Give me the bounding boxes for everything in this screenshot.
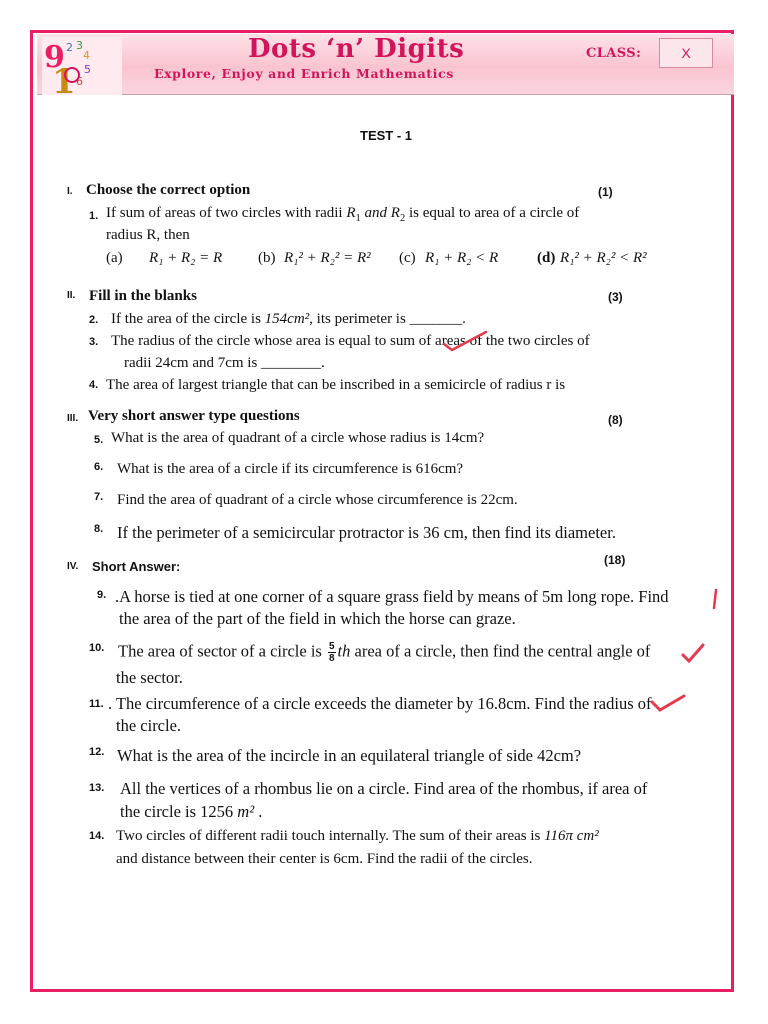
q2-math: 154cm²	[264, 311, 310, 327]
section-4-number: IV.	[67, 561, 79, 572]
logo-digit-nine: 9	[44, 40, 65, 75]
question-14-line-1	[116, 828, 599, 845]
section-4-marks: (18)	[604, 553, 626, 567]
question-3-line-2: radii 24cm and 7cm is ________.	[124, 355, 325, 371]
logo-digit-three: 3	[76, 39, 83, 52]
section-2-number: II.	[67, 290, 76, 301]
option-b-label: (b)	[258, 250, 276, 266]
question-2-text	[111, 311, 466, 328]
question-6-text: What is the area of a circle if its circumference is 616cm?	[117, 461, 464, 477]
question-2-number: 2.	[89, 314, 99, 326]
question-8-number: 8.	[94, 523, 104, 535]
question-7-number: 7.	[94, 491, 104, 503]
q13-math: m²	[237, 802, 255, 821]
page-border	[30, 30, 734, 992]
section-3-marks: (8)	[608, 413, 623, 427]
option-c-label: (c)	[399, 250, 416, 266]
section-2-heading: Fill in the blanks	[89, 288, 197, 304]
logo-digit-two: 2	[66, 41, 73, 54]
question-6-number: 6.	[94, 461, 104, 473]
question-5-number: 5.	[94, 434, 104, 446]
section-2-marks: (3)	[608, 290, 623, 304]
question-12-number: 12.	[89, 746, 105, 758]
question-1-line-2: radius R, then	[106, 227, 190, 243]
question-3-line-1: The radius of the circle whose area is equal to sum of areas of the two circles of	[111, 333, 590, 349]
q1-text-b: is equal to area of a circle of	[405, 205, 580, 221]
question-12-text: What is the area of the incircle in an equilateral triangle of side 42cm?	[117, 746, 582, 765]
option-a-label: (a)	[106, 250, 123, 266]
q10-frac-numerator: 5	[328, 641, 335, 652]
question-14-number: 14.	[89, 830, 105, 842]
question-9-number: 9.	[97, 589, 107, 601]
logo-digit-four: 4	[83, 49, 90, 62]
option-d-label: (d)	[537, 250, 556, 266]
q14-text-a: Two circles of different radii touch internally. The sum of their areas is	[116, 828, 545, 844]
class-value: X	[681, 45, 691, 61]
question-10-line-2: the sector.	[116, 668, 183, 687]
q10-text-a: The area of sector of a circle is	[118, 641, 326, 661]
question-5-text: What is the area of quadrant of a circle whose radius is 14cm?	[111, 430, 485, 446]
section-1-number: I.	[67, 186, 73, 197]
question-10-number: 10.	[89, 642, 105, 654]
question-11-number: 11.	[89, 698, 104, 710]
question-14-line-2: and distance between their center is 6cm. Find the radii of the circles.	[116, 851, 533, 867]
class-value-box[interactable]	[659, 38, 713, 68]
q10-frac-denominator: 8	[328, 653, 335, 664]
option-c-expr: R₁ + R₂ < R	[425, 250, 499, 266]
brand-title: Dots ‘n’ Digits	[248, 34, 465, 64]
q1-r2: R	[390, 205, 400, 221]
checkmark-q10-icon	[680, 641, 706, 665]
checkmark-q3-icon	[440, 330, 490, 352]
question-1-number: 1.	[89, 210, 99, 222]
question-13-number: 13.	[89, 782, 105, 794]
q14-math: 116π cm²	[544, 828, 599, 844]
q13-text-b: .	[254, 802, 263, 821]
class-label: CLASS:	[586, 46, 642, 61]
option-a-expr: R₁ + R₂ = R	[149, 250, 223, 266]
question-4-text: The area of largest triangle that can be inscribed in a semicircle of radius r is	[106, 377, 566, 393]
question-7-text: Find the area of quadrant of a circle whose circumference is 22cm.	[117, 492, 518, 508]
logo-digit-one: 1	[52, 62, 76, 95]
question-10-line-1	[118, 641, 650, 664]
question-9-line-2: the area of the part of the field in which the horse can graze.	[119, 609, 516, 628]
option-d-expr: R₁² + R₂² < R²	[560, 250, 647, 266]
checkmark-q11-icon	[648, 692, 688, 714]
test-title: TEST - 1	[360, 128, 413, 143]
logo-digit-six: 6	[76, 75, 83, 88]
question-8-text: If the perimeter of a semicircular protractor is 36 cm, then find its diameter.	[117, 523, 616, 542]
question-13-line-1: All the vertices of a rhombus lie on a circle. Find area of the rhombus, if area of	[120, 779, 648, 798]
question-11-line-2: the circle.	[116, 716, 182, 735]
q1-r1: R	[346, 205, 356, 221]
question-3-number: 3.	[89, 336, 99, 348]
question-4-number: 4.	[89, 379, 99, 391]
section-4-heading: Short Answer:	[92, 559, 181, 574]
logo-icon	[42, 37, 122, 95]
checkmark-q9-icon	[706, 588, 720, 610]
question-9-line-1: .A horse is tied at one corner of a square grass field by means of 5m long rope. Find	[115, 587, 669, 606]
section-1-marks: (1)	[598, 185, 613, 199]
q2-text-a: If the area of the circle is	[111, 311, 265, 327]
option-b-expr: R₁² + R₂² = R²	[284, 250, 371, 266]
question-11-line-1: . The circumference of a circle exceeds the diameter by 16.8cm. Find the radius of	[108, 694, 652, 713]
q13-text-a: the circle is 1256	[120, 802, 238, 821]
brand-tagline: Explore, Enjoy and Enrich Mathematics	[154, 66, 454, 81]
section-1-heading: Choose the correct option	[86, 182, 251, 198]
section-3-heading: Very short answer type questions	[88, 408, 300, 424]
question-1-line-1: If sum of areas of two circles with radii $R_1$ and $R_2$ is equal to area of a circle of	[106, 205, 580, 224]
q2-text-b: , its perimeter is _______.	[309, 311, 466, 327]
section-3-number: III.	[67, 413, 79, 424]
q10-fraction	[328, 641, 336, 664]
q10-th: th	[337, 641, 351, 661]
question-13-line-2	[120, 802, 262, 822]
q1-and: and	[360, 205, 391, 221]
q10-text-b: area of a circle, then find the central angle of	[350, 641, 651, 661]
q1-text-a: If sum of areas of two circles with radii	[106, 205, 347, 221]
logo-digit-five: 5	[84, 63, 91, 76]
